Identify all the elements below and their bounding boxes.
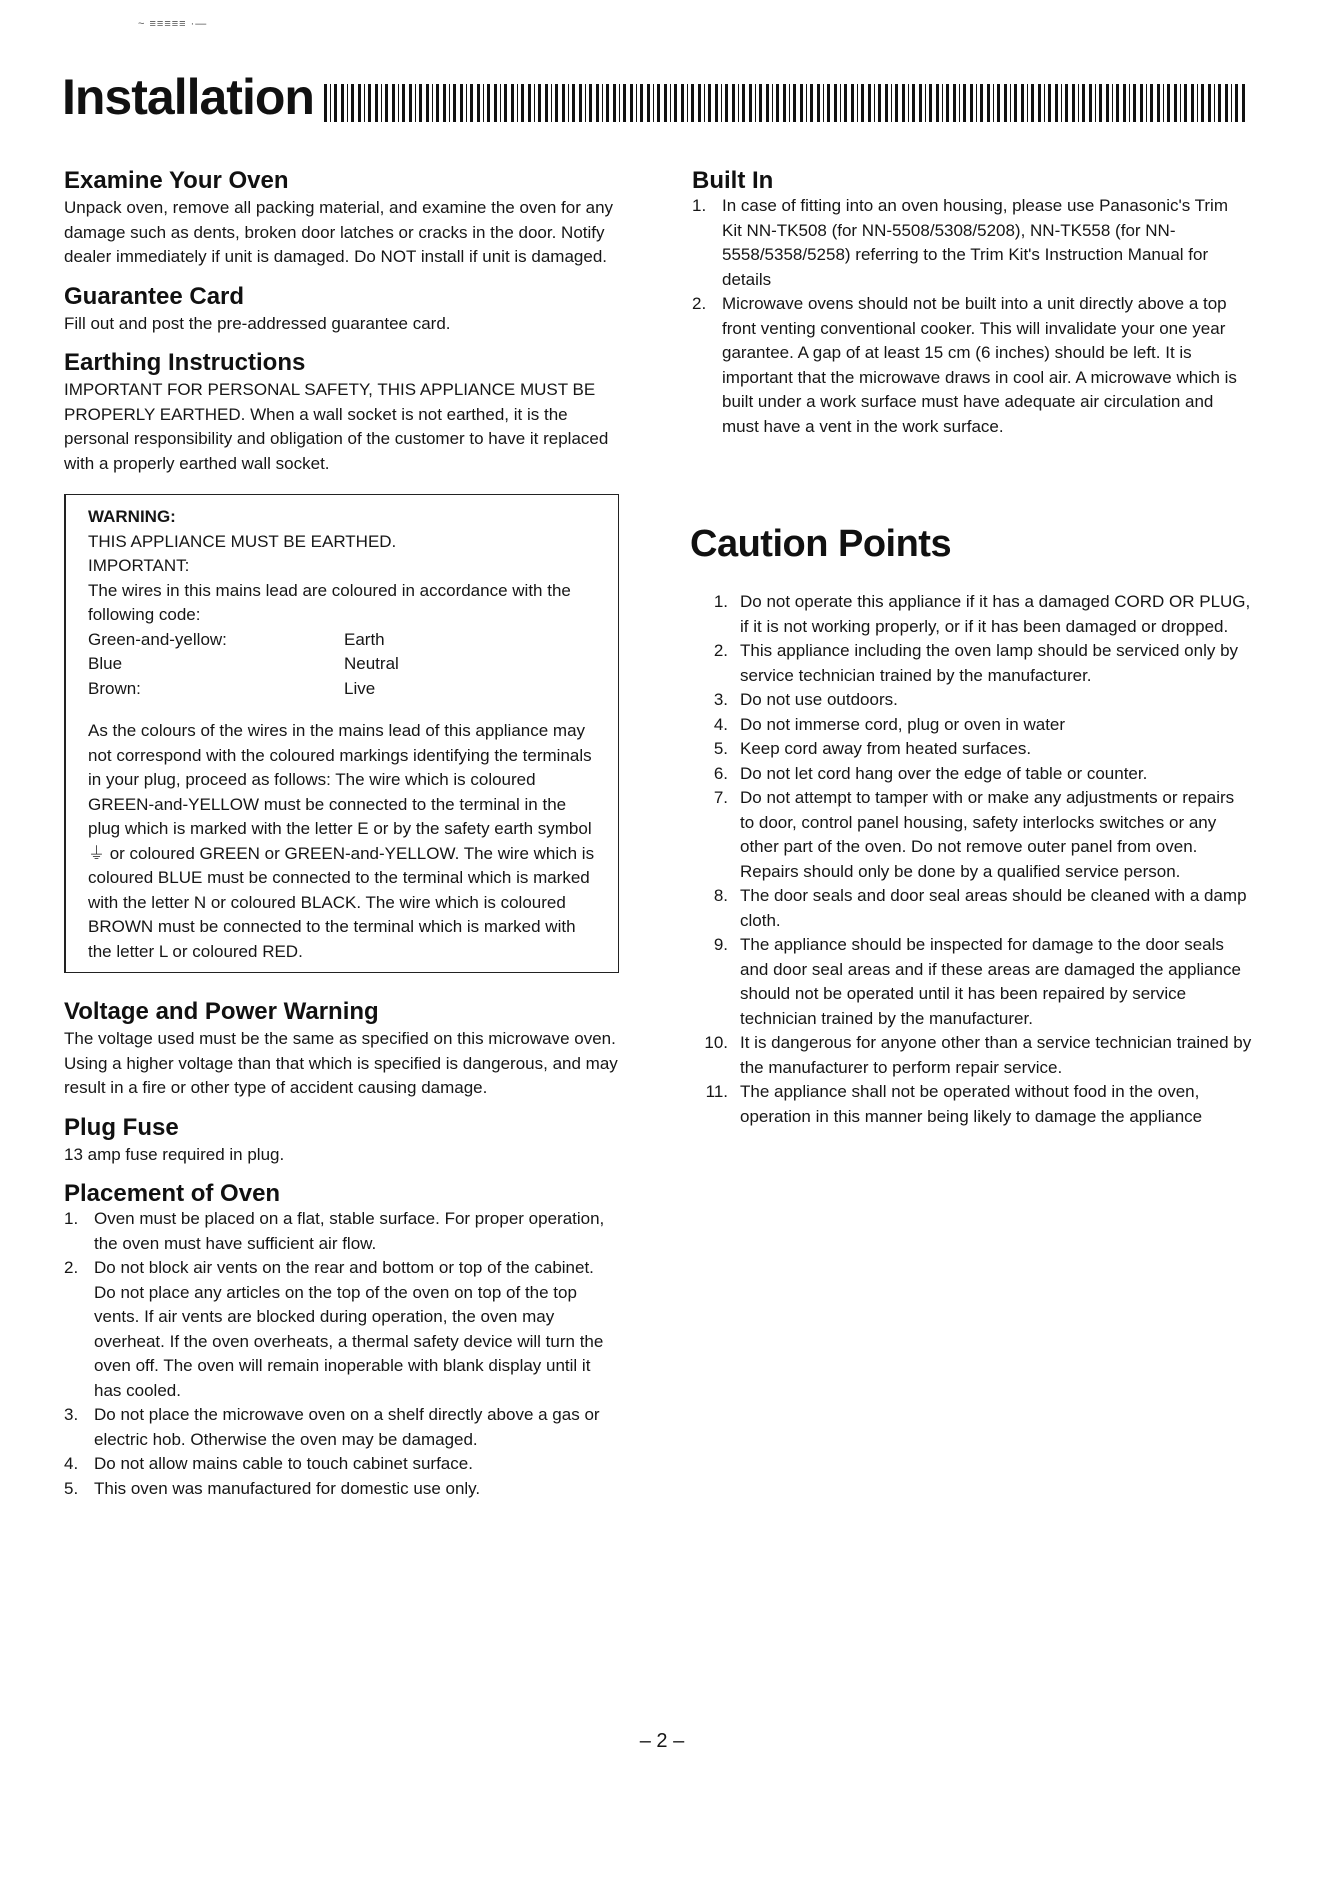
list-item	[692, 737, 1252, 762]
item-number: 1.	[692, 196, 707, 215]
item-number: 7.	[713, 788, 728, 807]
item-text: Keep cord away from heated surfaces.	[740, 739, 1032, 758]
title-row	[62, 62, 1246, 132]
list-item	[64, 1403, 619, 1452]
item-text: Do not let cord hang over the edge of table or counter.	[740, 763, 1148, 783]
item-number: 10.	[704, 1033, 728, 1052]
caution-heading: Caution Points	[690, 523, 952, 565]
section-heading: Voltage and Power Warning	[64, 998, 379, 1025]
header-scribble: ~ ≡≡≡≡≡ ·—	[138, 18, 208, 30]
section-heading: Built In	[692, 167, 774, 194]
section-voltage	[64, 999, 619, 1101]
warning-box	[64, 494, 619, 973]
section-text: 13 amp fuse required in plug.	[64, 1144, 285, 1164]
warning-body: As the colours of the wires in the mains lead of this appliance may not correspond with the coloured markings identifying the terminals in your plug, proceed as follows: The wire which is coloured GREEN-and-YELLOW must be connected to the terminal in the plug which is marked with the letter E or by the safety earth symbol ⏚ or coloured GREEN or GREEN-and-YELLOW. The wire which is coloured BLUE must be connected to the terminal which is marked with the letter N or coloured BLACK. The wire which is coloured BROWN must be connected to the terminal which is marked with the letter L or coloured RED.	[88, 721, 595, 961]
section-earthing	[64, 350, 619, 476]
item-number: 6.	[713, 763, 728, 783]
list-item	[64, 1452, 619, 1477]
list-item	[692, 786, 1252, 884]
item-number: 2.	[64, 1258, 79, 1277]
item-text: Microwave ovens should not be built into a unit directly above a top front venting conventional cooker. This will invalidate your one year garantee. A gap of at least 15 cm (6 inches) should be left. It is important that the microwave draws in cool air. A microwave which is built under a work surface must have adequate air circulation and must have a vent in the work surface.	[722, 294, 1237, 436]
item-number: 4.	[713, 714, 728, 734]
list-item	[692, 639, 1252, 688]
item-text: Do not attempt to tamper with or make any adjustments or repairs to door, control panel housing, safety interlocks switches or any other part of the oven. Do not remove outer panel from oven. Repairs should only be done by a qualified service person.	[740, 788, 1235, 881]
item-text: In case of fitting into an oven housing, please use Panasonic's Trim Kit NN-TK508 (for NN-5508/5308/5208), NN-TK558 (for NN-5558/5358/5258) referring to the Trim Kit's Instruction Manual for details	[722, 196, 1228, 289]
section-text: Fill out and post the pre-addressed guarantee card.	[64, 313, 451, 333]
item-text: Do not immerse cord, plug or oven in water	[740, 714, 1066, 734]
section-text: Unpack oven, remove all packing material, and examine the oven for any damage such as dents, broken door latches or cracks in the door. Notify dealer immediately if unit is damaged. Do NOT install if unit is damaged.	[64, 198, 614, 266]
list-item	[692, 688, 1252, 713]
section-fuse	[64, 1115, 619, 1168]
list-item	[692, 713, 1252, 738]
section-text: The voltage used must be the same as specified on this microwave oven. Using a higher voltage than that which is specified is dangerous, and may result in a fire or other type of accident causing damage.	[64, 1029, 618, 1097]
warning-label: WARNING:	[88, 507, 176, 526]
item-number: 5.	[713, 739, 728, 758]
list-item	[692, 762, 1252, 787]
list-item	[692, 292, 1252, 439]
item-text: The door seals and door seal areas should be cleaned with a damp cloth.	[740, 886, 1247, 930]
item-text: It is dangerous for anyone other than a service technician trained by the manufacturer to perform repair service.	[740, 1033, 1252, 1077]
list-item	[692, 1080, 1252, 1129]
section-placement	[64, 1181, 619, 1501]
section-heading: Placement of Oven	[64, 1180, 281, 1207]
section-text: IMPORTANT FOR PERSONAL SAFETY, THIS APPLIANCE MUST BE PROPERLY EARTHED. When a wall socket is not earthed, it is the personal responsibility and obligation of the customer to have it replaced with a properly earthed wall socket.	[64, 380, 609, 473]
item-number: 1.	[64, 1209, 79, 1228]
section-examine	[64, 168, 619, 270]
section-heading: Earthing Instructions	[64, 349, 306, 376]
caution-list	[692, 590, 1252, 1129]
page-number: – 2 –	[639, 1730, 685, 1752]
right-column	[692, 168, 1252, 1129]
wire-colour: Green-and-yellow:	[88, 629, 227, 649]
wire-meaning: Live	[344, 678, 376, 698]
item-number: 2.	[692, 294, 707, 313]
warning-line: IMPORTANT:	[88, 556, 190, 575]
item-text: Do not place the microwave oven on a shelf directly above a gas or electric hob. Otherwise the oven may be damaged.	[94, 1405, 600, 1449]
wire-colour-table	[88, 628, 600, 702]
item-text: This oven was manufactured for domestic use only.	[94, 1478, 481, 1498]
item-number: 3.	[713, 690, 728, 709]
wire-colour: Blue	[88, 654, 123, 673]
built-in-list	[692, 194, 1252, 439]
list-item	[64, 1207, 619, 1256]
placement-list	[64, 1207, 619, 1501]
item-text: Do not operate this appliance if it has a damaged CORD OR PLUG, if it is not working properly, or if it has been damaged or dropped.	[740, 592, 1251, 636]
item-number: 3.	[64, 1405, 79, 1424]
page-title: Installation	[62, 69, 314, 125]
item-text: Oven must be placed on a flat, stable surface. For proper operation, the oven must have sufficient air flow.	[94, 1209, 605, 1253]
item-number: 1.	[713, 592, 728, 611]
item-text: The appliance shall not be operated without food in the oven, operation in this manner being likely to damage the appliance	[740, 1082, 1203, 1126]
wire-meaning: Neutral	[344, 654, 399, 673]
section-heading: Guarantee Card	[64, 282, 245, 310]
item-text: The appliance should be inspected for damage to the door seals and door seal areas and if these areas are damaged the appliance should not be operated until it has been repaired by service technician trained by the manufacturer.	[740, 935, 1241, 1028]
item-text: Do not use outdoors.	[740, 690, 898, 709]
title-decorative-bar	[324, 84, 1246, 122]
item-number: 8.	[713, 886, 728, 905]
item-text: Do not allow mains cable to touch cabinet surface.	[94, 1454, 473, 1473]
item-number: 11.	[705, 1082, 728, 1101]
list-item	[692, 194, 1252, 292]
list-item	[64, 1256, 619, 1403]
item-number: 5.	[64, 1478, 79, 1498]
list-item	[692, 933, 1252, 1031]
list-item	[692, 1031, 1252, 1080]
warning-intro: The wires in this mains lead are coloured in accordance with the following code:	[88, 580, 571, 624]
section-heading: Plug Fuse	[64, 1113, 179, 1141]
item-text: Do not block air vents on the rear and bottom or top of the cabinet. Do not place any articles on the top of the oven on top of the top vents. If air vents are blocked during operation, the oven may overheat. If the oven overheats, a thermal safety device will turn the oven off. The oven will remain inoperable with blank display until it has cooled.	[94, 1258, 604, 1400]
item-number: 4.	[64, 1454, 79, 1473]
item-number: 9.	[713, 935, 728, 954]
warning-line: THIS APPLIANCE MUST BE EARTHED.	[88, 531, 397, 551]
item-number: 2.	[713, 641, 728, 660]
section-built-in	[692, 168, 1252, 439]
wire-meaning: Earth	[344, 629, 385, 649]
list-item	[692, 590, 1252, 639]
wire-colour: Brown:	[88, 678, 141, 698]
section-heading: Examine Your Oven	[64, 167, 289, 194]
left-column	[64, 168, 619, 1515]
list-item	[692, 884, 1252, 933]
list-item	[64, 1477, 619, 1502]
section-guarantee	[64, 284, 619, 337]
item-text: This appliance including the oven lamp should be serviced only by service technician trained by the manufacturer.	[740, 641, 1239, 685]
